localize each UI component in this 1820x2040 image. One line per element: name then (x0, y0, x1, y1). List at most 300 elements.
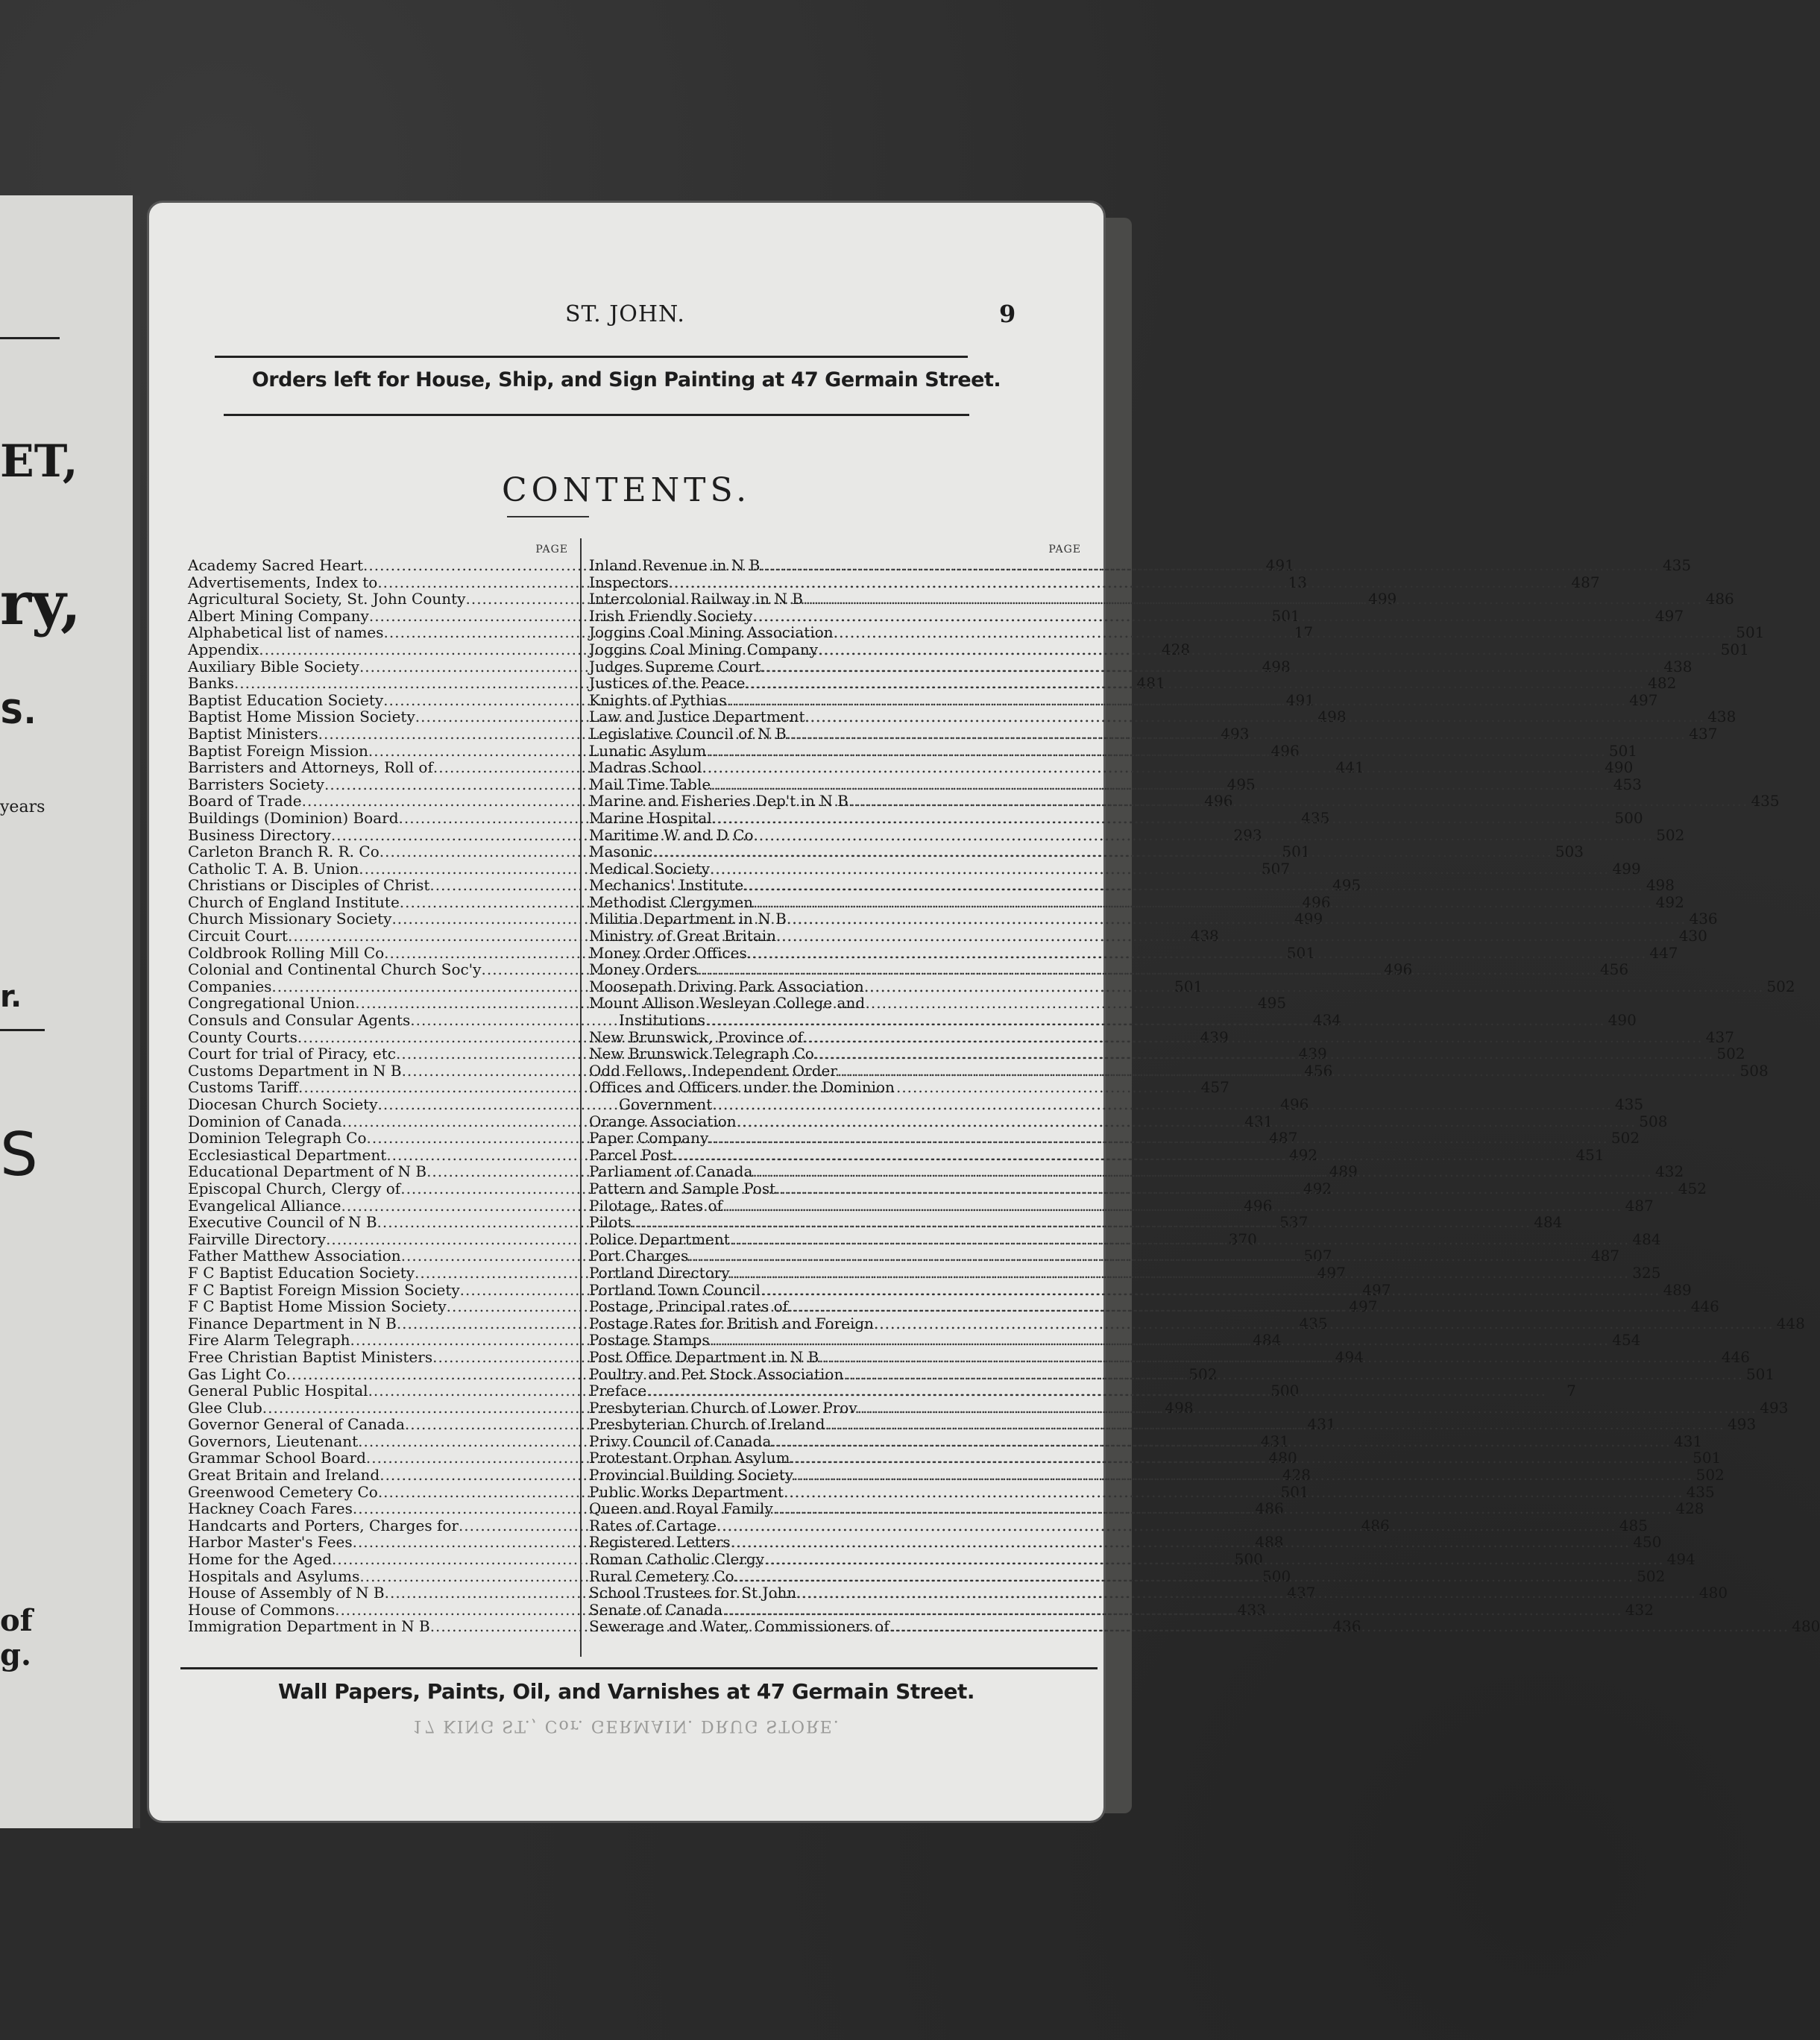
entry-page-number: 7 (1566, 1382, 1576, 1400)
entry-title: Board of Trade (188, 792, 302, 810)
running-title: ST. JOHN. (565, 301, 685, 327)
entry-page-number: 434 (1312, 1011, 1342, 1030)
entry-title: Episcopal Church, Clergy of (188, 1179, 401, 1197)
entry-page-number: 501 (1280, 1482, 1309, 1501)
entry-title: Queen and Royal Family (589, 1499, 773, 1518)
entry-title: Inspectors (589, 573, 669, 591)
entry-title: Church of England Institute (188, 892, 400, 911)
leader-dots (706, 743, 1606, 760)
entry-title: Fairville Directory (188, 1230, 327, 1248)
entry-title: New Brunswick, Province of (589, 1027, 804, 1046)
entry-page-number: 501 (1286, 943, 1315, 962)
entry-title: Postage, Principal rates of (589, 1297, 789, 1316)
entry-title: Portland Town Council (589, 1280, 761, 1299)
entry-title: Pattern and Sample Post (589, 1179, 776, 1197)
entry-page-number: 500 (1262, 1567, 1291, 1585)
contents-entry (589, 995, 1081, 1012)
entry-title: Baptist Ministers (188, 724, 318, 743)
leader-dots (712, 810, 1612, 827)
entry-page-number: 493 (1760, 1398, 1789, 1417)
entry-page-number: 435 (1301, 808, 1330, 827)
page-number: 9 (999, 300, 1016, 328)
text-fragment: S (0, 1120, 38, 1189)
page-column-label: PAGE (1048, 544, 1081, 555)
entry-page-number: 486 (1705, 590, 1734, 608)
leader-dots (669, 574, 1569, 591)
entry-page-number: 499 (1368, 590, 1397, 608)
entry-title: Baptist Education Society (188, 690, 384, 709)
entry-title: Christians or Disciples of Christ (188, 876, 430, 895)
entry-title: Father Matthew Association (188, 1247, 401, 1265)
leader-dots (752, 608, 1652, 625)
entry-page-number: 451 (1575, 1145, 1605, 1164)
entry-page-number: 439 (1200, 1027, 1229, 1046)
entry-title: Grammar School Board (188, 1449, 366, 1467)
entry-page-number: 431 (1307, 1415, 1336, 1434)
contents-entry (589, 1432, 1703, 1450)
entry-title: Customs Department in N B (188, 1061, 402, 1080)
text-fragment: of (0, 1603, 33, 1638)
entry-title: Medical Society (589, 859, 710, 878)
entry-page-number: 480 (1792, 1617, 1820, 1636)
entry-page-number: 486 (1361, 1516, 1390, 1534)
leader-dots (632, 1214, 1531, 1231)
entry-title: Dominion of Canada (188, 1112, 342, 1130)
header-advertisement: Orders left for House, Ship, and Sign Painting at 47 Germain Street. (251, 368, 1001, 391)
entry-page-number: 431 (1674, 1432, 1703, 1450)
leader-dots (730, 1265, 1630, 1282)
leader-dots (787, 725, 1687, 743)
entry-title: Catholic T. A. B. Union (188, 859, 359, 878)
entry-page-number: 501 (1271, 606, 1300, 625)
entry-title: Port Charges (589, 1247, 689, 1265)
footer-rule (180, 1667, 1098, 1669)
entry-page-number: 490 (1608, 1011, 1637, 1030)
entry-page-number: 437 (1287, 1584, 1316, 1602)
entry-page-number: 438 (1663, 657, 1693, 676)
leader-dots (754, 827, 1654, 844)
entry-page-number: 498 (1646, 876, 1675, 895)
leader-dots (775, 1180, 1675, 1197)
entry-title: Portland Directory (589, 1263, 730, 1282)
entry-page-number: 433 (1237, 1600, 1266, 1619)
entry-title: Sewerage and Water, Commissioners of (589, 1617, 889, 1636)
entry-title: Governor General of Canada (188, 1415, 405, 1434)
entry-title: Joggins Coal Mining Association (589, 623, 834, 642)
leader-dots (688, 1247, 1588, 1265)
entry-title: Companies (188, 977, 272, 995)
entry-page-number: 448 (1776, 1314, 1805, 1332)
entry-page-number: 496 (1244, 1196, 1273, 1215)
leader-dots (837, 1062, 1737, 1080)
entry-title: Rates of Cartage (589, 1516, 717, 1534)
entry-page-number: 428 (1282, 1466, 1312, 1485)
entry-title: Barristers Society (188, 775, 324, 793)
entry-page-number: 507 (1261, 859, 1291, 878)
entry-page-number: 500 (1614, 808, 1643, 827)
header-rule (224, 414, 969, 416)
entry-page-number: 497 (1349, 1297, 1378, 1316)
entry-title: F C Baptist Home Mission Society (188, 1297, 447, 1316)
text-fragment: r. (0, 980, 22, 1014)
entry-page-number: 439 (1298, 1045, 1327, 1063)
entry-title: Marine Hospital (589, 808, 712, 827)
entry-title: Hospitals and Asylums (188, 1567, 360, 1585)
entry-title: Alphabetical list of names (188, 623, 384, 642)
entry-title: House of Assembly of N B (188, 1584, 385, 1602)
entry-title: Mechanics' Institute (589, 876, 744, 895)
entry-page-number: 489 (1663, 1280, 1692, 1299)
entry-page-number: 503 (1555, 843, 1584, 861)
entry-page-number: 456 (1304, 1061, 1333, 1080)
entry-title: Lunatic Asylum (589, 741, 707, 760)
entry-title: Harbor Master's Fees (188, 1533, 353, 1552)
entry-page-number: 370 (1228, 1230, 1257, 1248)
entry-title: Marine and Fisheries Dep't in N B (589, 792, 848, 810)
entry-title: Judges Supreme Court (589, 657, 761, 676)
entry-title: Finance Department in N B (188, 1314, 397, 1332)
entry-page-number: 499 (1612, 859, 1641, 878)
entry-page-number: 502 (1766, 977, 1795, 995)
leader-dots (710, 860, 1610, 878)
leader-dots (788, 1298, 1688, 1315)
entry-title: Academy Sacred Heart (188, 556, 364, 574)
entry-page-number: 496 (1384, 960, 1413, 979)
entry-page-number: 432 (1655, 1162, 1684, 1181)
entry-page-number: 502 (1716, 1045, 1745, 1063)
leader-dots (705, 1012, 1605, 1029)
entry-page-number: 487 (1590, 1247, 1620, 1265)
entry-page-number: 13 (1288, 573, 1307, 591)
entry-page-number: 502 (1610, 1129, 1640, 1148)
entry-title: Police Department (589, 1230, 730, 1248)
entry-page-number: 498 (1262, 657, 1291, 676)
entry-page-number: 447 (1649, 943, 1678, 962)
entry-title: Registered Letters (589, 1533, 731, 1552)
bleed-through-text: 17 KING ST., Cor. GERMAIN. DRUG STORE. (412, 1716, 840, 1735)
entry-title: Inland Revenue in N B (589, 556, 761, 574)
entry-title: Madras School (589, 758, 702, 777)
leader-dots (708, 1130, 1608, 1147)
rule (0, 1029, 45, 1031)
entry-title: Greenwood Cemetery Co (188, 1482, 378, 1501)
leader-dots (773, 1500, 1673, 1517)
leader-dots (652, 843, 1552, 860)
entry-page-number: 498 (1317, 708, 1347, 726)
entry-page-number: 428 (1161, 640, 1191, 658)
leader-dots (712, 1096, 1612, 1113)
entry-page-number: 537 (1279, 1213, 1309, 1232)
entry-page-number: 437 (1689, 724, 1718, 743)
entry-title: Barristers and Attorneys, Roll of (188, 758, 433, 777)
leader-dots (790, 1449, 1690, 1467)
entry-title: Poultry and Pet Stock Association (589, 1364, 844, 1383)
entry-title: Presbyterian Church of Ireland (589, 1415, 825, 1434)
entry-title: Joggins Coal Mining Company (589, 640, 818, 658)
entry-page-number: 17 (1294, 623, 1314, 642)
text-fragment: ET, (0, 435, 78, 488)
entry-title: Money Order Offices (589, 943, 747, 962)
entry-page-number: 494 (1335, 1347, 1364, 1366)
entry-page-number: 502 (1656, 825, 1685, 844)
leader-dots (761, 1282, 1660, 1299)
leader-dots (753, 894, 1653, 911)
entry-page-number: 497 (1317, 1263, 1346, 1282)
entry-title: Handcarts and Porters, Charges for (188, 1516, 459, 1534)
entry-title: Great Britain and Ireland (188, 1466, 380, 1485)
entry-title: Irish Friendly Society (589, 606, 753, 625)
entry-title: Parliament of Canada (589, 1162, 753, 1181)
page-column-label: PAGE (535, 544, 568, 555)
rule (0, 337, 60, 339)
entry-page-number: 500 (1270, 1382, 1300, 1400)
entry-title: F C Baptist Education Society (188, 1263, 415, 1282)
entry-title: Glee Club (188, 1398, 262, 1417)
leader-dots (787, 910, 1687, 928)
entry-title: Ecclesiastical Department (188, 1145, 387, 1164)
entry-page-number: 450 (1633, 1533, 1662, 1552)
leader-dots (805, 708, 1705, 725)
entry-title: Institutions (619, 1011, 706, 1030)
leader-dots (747, 945, 1647, 962)
entry-title: School Trustees for St John (589, 1584, 797, 1602)
entry-page-number: 496 (1280, 1095, 1309, 1113)
leader-dots (673, 1147, 1573, 1164)
entry-page-number: 435 (1614, 1095, 1644, 1113)
entry-title: Money Orders (589, 960, 698, 979)
leader-dots (743, 877, 1643, 894)
entry-page-number: 494 (1666, 1550, 1695, 1569)
leader-dots (646, 1382, 1546, 1400)
leader-dots (734, 1568, 1634, 1585)
contents-page (149, 203, 1820, 1821)
entry-page-number: 508 (1739, 1061, 1769, 1080)
entry-page-number: 501 (1720, 640, 1749, 658)
entry-page-number: 454 (1612, 1331, 1641, 1350)
entry-title: Buildings (Dominion) Board (188, 808, 399, 827)
entry-title: County Courts (188, 1027, 297, 1046)
leader-dots (796, 1584, 1696, 1602)
entry-page-number: 507 (1303, 1247, 1332, 1265)
entry-page-number: 501 (1174, 977, 1203, 995)
entry-page-number: 486 (1255, 1499, 1284, 1518)
entry-title: Public Works Department (589, 1482, 784, 1501)
leader-dots (752, 1163, 1652, 1180)
text-fragment: years (0, 798, 45, 816)
entry-page-number: 430 (1678, 927, 1707, 945)
entry-title: Intercolonial Railway in N B (589, 590, 803, 608)
entry-page-number: 485 (1619, 1516, 1648, 1534)
entry-title: Dominion Telegraph Co (188, 1129, 367, 1148)
entry-title: Home for the Aged (188, 1550, 332, 1569)
entry-page-number: 492 (1655, 892, 1684, 911)
leader-dots (746, 675, 1646, 692)
entry-page-number: 491 (1285, 690, 1314, 709)
entry-page-number: 480 (1268, 1449, 1297, 1467)
entry-page-number: 496 (1204, 792, 1233, 810)
entry-page-number: 435 (1299, 1314, 1328, 1332)
leader-dots (857, 1400, 1757, 1417)
leader-dots (819, 1349, 1719, 1366)
entry-page-number: 435 (1751, 792, 1780, 810)
leader-dots (776, 928, 1676, 945)
entry-page-number: 501 (1608, 741, 1638, 760)
entry-title: Parcel Post (589, 1145, 673, 1164)
entry-title: Gas Light Co (188, 1364, 286, 1383)
previous-page-strip (0, 195, 140, 1828)
entry-page-number: 495 (1332, 876, 1361, 895)
entry-title: Free Christian Baptist Ministers (188, 1347, 433, 1366)
entry-title: Mount Allison Wesleyan College and (589, 994, 866, 1013)
entry-title: Business Directory (188, 825, 331, 844)
leader-dots (843, 1366, 1743, 1383)
entry-page-number: 492 (1303, 1179, 1332, 1197)
leader-dots (760, 557, 1660, 574)
entry-page-number: 493 (1728, 1415, 1757, 1434)
leader-dots (730, 1231, 1630, 1248)
entry-title: House of Commons (188, 1600, 336, 1619)
entry-page-number: 436 (1689, 910, 1718, 928)
leader-dots (722, 1197, 1622, 1215)
text-fragment: S. (0, 693, 37, 731)
entry-title: Ministry of Great Britain (589, 927, 777, 945)
entry-title: Baptist Home Mission Society (188, 708, 415, 726)
entry-page-number: 496 (1302, 892, 1331, 911)
entry-page-number: 481 (1136, 674, 1165, 693)
entry-page-number: 502 (1188, 1364, 1218, 1383)
footer-advertisement: Wall Papers, Paints, Oil, and Varnishes at 47 Germain Street. (277, 1679, 975, 1704)
leader-dots (834, 624, 1734, 641)
entry-page-number: 431 (1260, 1432, 1289, 1450)
leader-dots (731, 1534, 1631, 1551)
entry-page-number: 457 (1200, 1078, 1229, 1097)
header-rule (215, 356, 968, 358)
leader-dots (848, 793, 1748, 810)
entry-title: General Public Hospital (188, 1382, 368, 1400)
text-fragment: ry, (0, 568, 81, 638)
entry-page-number: 495 (1227, 775, 1256, 793)
entry-title: Appendix (188, 640, 259, 658)
entry-page-number: 441 (1335, 758, 1364, 777)
entry-title: Pilotage, Rates of (589, 1196, 722, 1215)
entry-page-number: 500 (1234, 1550, 1263, 1569)
entry-page-number: 492 (1288, 1145, 1318, 1164)
entry-page-number: 436 (1332, 1617, 1361, 1636)
entry-title: Executive Council of N B (188, 1213, 377, 1232)
entry-title: Colonial and Continental Church Soc'y (188, 960, 482, 979)
contents-entry (589, 1079, 1081, 1096)
leader-dots (771, 1433, 1671, 1450)
entry-title: Pilots (589, 1213, 632, 1232)
entry-title: Protestant Orphan Asylum (589, 1449, 790, 1467)
entry-title: New Brunswick Telegraph Co (589, 1045, 814, 1063)
leader-dots (697, 961, 1597, 978)
entry-title: Maritime W and D Co (589, 825, 754, 844)
entry-title: Agricultural Society, St. John County (188, 590, 466, 608)
leader-dots (702, 759, 1602, 776)
entry-title: Carleton Branch R. R. Co (188, 843, 380, 861)
entry-title: Presbyterian Church of Lower Prov (589, 1398, 857, 1417)
entry-title: Justices of the Peace (589, 674, 746, 693)
entry-page-number: 325 (1632, 1263, 1661, 1282)
entry-page-number: 438 (1707, 708, 1736, 726)
contents-heading: CONTENTS. (501, 471, 752, 509)
entry-title: Educational Department of N B (188, 1162, 427, 1181)
entry-page-number: 484 (1534, 1213, 1563, 1232)
entry-title: Privy Council of Canada (589, 1432, 772, 1450)
entry-page-number: 446 (1690, 1297, 1719, 1316)
entry-page-number: 501 (1693, 1449, 1722, 1467)
entry-page-number: 487 (1625, 1196, 1654, 1215)
entry-title: Circuit Court (188, 927, 288, 945)
entry-title: Offices and Officers under the Dominion (589, 1078, 895, 1097)
entry-title: Auxiliary Bible Society (188, 657, 359, 676)
entry-title: Immigration Department in N B (188, 1617, 430, 1636)
leader-dots (825, 1416, 1725, 1433)
entry-title: Postage Stamps (589, 1331, 710, 1350)
entry-page-number: 497 (1362, 1280, 1391, 1299)
entry-title: Albert Mining Company (188, 606, 369, 625)
entry-title: Government (619, 1095, 713, 1113)
entry-page-number: 497 (1654, 606, 1684, 625)
leader-dots (764, 1551, 1664, 1568)
entry-title: Militia Department in N B (589, 910, 787, 928)
entry-title: Hackney Coach Fares (188, 1499, 353, 1518)
entry-title: Coldbrook Rolling Mill Co (188, 943, 385, 962)
entry-title: Church Missionary Society (188, 910, 392, 928)
entry-page-number: 496 (1270, 741, 1300, 760)
leader-dots (803, 1029, 1703, 1046)
entry-title: Masonic (589, 843, 653, 861)
entry-title: Methodist Clergymen (589, 892, 754, 911)
entry-title: Evangelical Alliance (188, 1196, 341, 1215)
entry-title: Roman Catholic Clergy (589, 1550, 764, 1569)
entry-title: Knights of Pythias (589, 690, 727, 709)
entry-title: Senate of Canada (589, 1600, 723, 1619)
leader-dots (818, 641, 1718, 658)
leader-dots (710, 1332, 1610, 1349)
entry-title: Customs Tariff (188, 1078, 298, 1097)
entry-page-number: 482 (1648, 674, 1677, 693)
entry-page-number: 487 (1571, 573, 1600, 591)
entry-page-number: 501 (1736, 623, 1765, 642)
heading-rule (507, 516, 589, 517)
entry-title: Consuls and Consular Agents (188, 1011, 411, 1030)
entry-title: Moosepath Driving Park Association (589, 977, 864, 995)
entry-page-number: 491 (1265, 556, 1294, 574)
entry-page-number: 293 (1233, 825, 1262, 844)
leader-dots (727, 692, 1627, 709)
entry-page-number: 501 (1745, 1364, 1775, 1383)
text-fragment: g. (0, 1637, 31, 1672)
entry-page-number: 435 (1686, 1482, 1715, 1501)
entry-title: Post Office Department in N B (589, 1347, 819, 1366)
entry-page-number: 489 (1329, 1162, 1358, 1181)
entry-page-number: 498 (1165, 1398, 1194, 1417)
leader-dots (814, 1045, 1714, 1062)
entry-page-number: 428 (1675, 1499, 1704, 1518)
entry-page-number: 453 (1613, 775, 1643, 793)
leader-dots (717, 1517, 1616, 1534)
leader-dots (889, 1618, 1789, 1635)
entry-title: Provincial Building Society (589, 1466, 794, 1485)
entry-page-number: 452 (1678, 1179, 1707, 1197)
entry-page-number: 501 (1282, 843, 1311, 861)
entry-title: Paper Company (589, 1129, 709, 1148)
entry-page-number: 435 (1662, 556, 1692, 574)
entry-page-number: 487 (1269, 1129, 1298, 1148)
entry-page-number: 490 (1605, 758, 1634, 777)
